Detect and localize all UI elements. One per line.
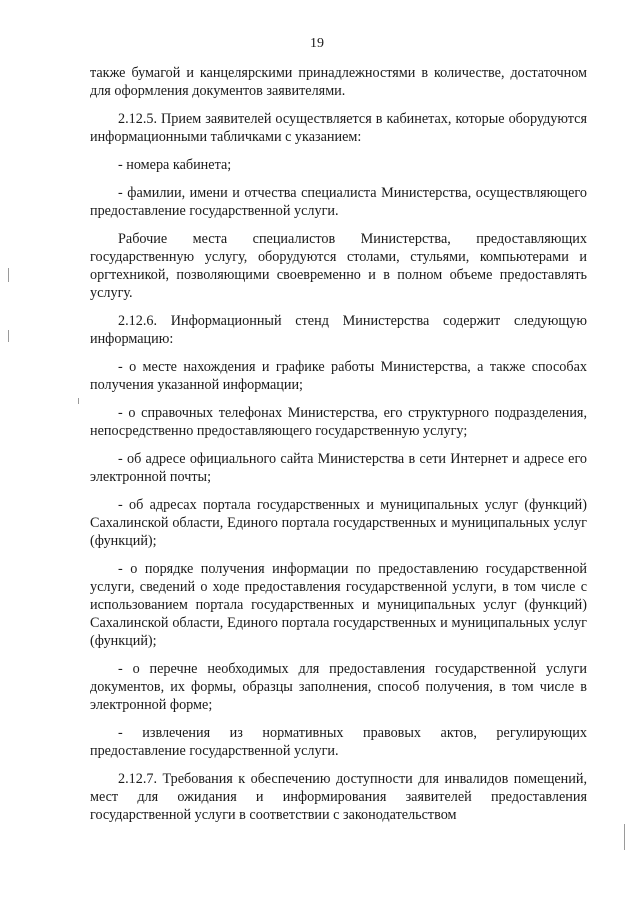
paragraph-2-12-6: 2.12.6. Информационный стенд Министерства содержит следующую информацию: (90, 313, 587, 347)
list-item-portal-addresses: - об адресах портала государственных и муниципальных услуг (функций) Сахалинской области, Единого портала государственных и муниципальных услуг (функций); (90, 497, 587, 549)
list-item-website-email: - об адресе официального сайта Министерства в сети Интернет и адресе его электронной почты; (90, 451, 587, 485)
list-item-documents-list: - о перечне необходимых для предоставления государственной услуги документов, их формы, образцы заполнения, способ получения, в том числе в электронной форме; (90, 661, 587, 713)
page-number: 19 (310, 36, 324, 51)
paragraph-workplaces: Рабочие места специалистов Министерства, предоставляющих государственную услугу, оборудуются столами, стульями, компьютерами и оргтехникой, позволяющими своевременно и в полном объеме предоставлять услугу. (90, 231, 587, 301)
document-body (90, 64, 587, 824)
paragraph-continuation: также бумагой и канцелярскими принадлежностями в количестве, достаточном для оформления документов заявителями. (90, 65, 587, 99)
list-item-room-number: - номера кабинета; (118, 157, 232, 173)
scan-mark-left (8, 268, 9, 282)
list-item-specialist-name: - фамилии, имени и отчества специалиста Министерства, осуществляющего предоставление государственной услуги. (90, 185, 587, 219)
paragraph-2-12-5: 2.12.5. Прием заявителей осуществляется в кабинетах, которые оборудуются информационными табличками с указанием: (90, 111, 587, 145)
list-item-info-procedure: - о порядке получения информации по предоставлению государственной услуги, сведений о ходе предоставления государственной услуги, в том числе с использованием портала государственных и муниципальных услуг (функций) Сахалинской области, Единого портала государственных и муниципальных услуг (функций); (90, 561, 587, 649)
paragraph-2-12-7: 2.12.7. Требования к обеспечению доступности для инвалидов помещений, мест для ожидания и информирования заявителей предоставления государственной услуги в соответствии с законодательством (90, 771, 587, 823)
list-item-location-schedule: - о месте нахождения и графике работы Министерства, а также способах получения указанной информации; (90, 359, 587, 393)
scan-mark-right (624, 824, 625, 850)
scan-mark-left (78, 398, 79, 404)
list-item-legal-extracts: - извлечения из нормативных правовых актов, регулирующих предоставление государственной услуги. (90, 725, 587, 759)
list-item-phones: - о справочных телефонах Министерства, его структурного подразделения, непосредственно предоставляющего государственную услугу; (90, 405, 587, 439)
scan-mark-left (8, 330, 9, 342)
